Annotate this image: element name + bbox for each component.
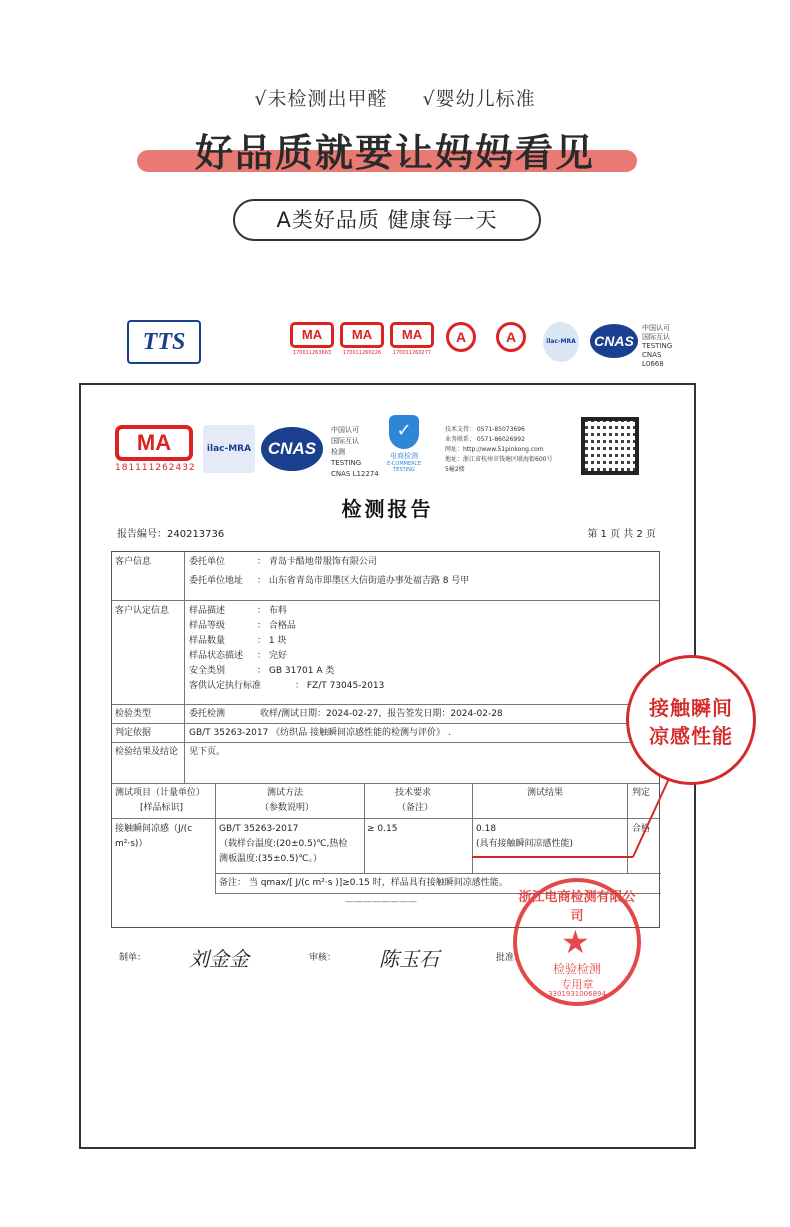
sample-qty-value: ： 1 块 xyxy=(257,636,287,646)
entrust-address-value: ： 山东省青岛市即墨区大信街道办事处福吉路 8 号甲 xyxy=(257,576,470,586)
cnas-logo: CNAS xyxy=(590,324,638,358)
reviewer-signature: 陈玉石 xyxy=(379,947,439,971)
report-ilac-logo: ilac-MRA xyxy=(203,425,255,473)
col-result-header: 测试结果 xyxy=(527,788,564,798)
report-cma-logo: MA 181111262432 xyxy=(115,425,193,473)
table-end-divider: ———————— xyxy=(345,897,417,907)
col-item-subheader: [样品标识] xyxy=(140,803,184,813)
check-formaldehyde: √未检测出甲醛 xyxy=(254,88,388,110)
client-confirm-label: 客户认定信息 xyxy=(115,606,170,616)
row-method-param2: 测板温度:(35±0.5)℃。） xyxy=(219,854,322,864)
col-requirement-header: 技术要求 xyxy=(395,788,432,798)
row-method-param1: （载样台温度:(20±0.5)℃,热检 xyxy=(219,839,348,849)
sample-desc-value: ： 布料 xyxy=(257,606,287,616)
company-seal: 浙江电商检测有限公司 ★ 检验检测 专用章 3301931006894 xyxy=(513,878,641,1006)
report-cnas-logo: CNAS xyxy=(261,427,323,471)
cooling-callout: 接触瞬间 凉感性能 xyxy=(626,655,756,785)
sample-qty-label: 样品数量 xyxy=(189,636,226,646)
row-judgement: 合格 xyxy=(632,824,651,834)
conclusion-value: 见下页。 xyxy=(189,747,226,757)
page-indicator: 第 1 页 共 2 页 xyxy=(587,529,656,540)
judge-basis-value: GB/T 35263-2017 《纺织品 接触瞬间凉感性能的检测与评价》 . xyxy=(189,728,451,738)
col-judgement-header: 判定 xyxy=(632,788,651,798)
report-title: 检测报告 xyxy=(341,497,434,521)
standard-label: 客供认定执行标准 xyxy=(189,681,262,691)
sample-state-value: ： 完好 xyxy=(257,651,287,661)
col-requirement-subheader: （备注） xyxy=(397,803,434,813)
test-type-label: 检验类型 xyxy=(115,709,152,719)
shield-check-icon: ✓ xyxy=(389,415,419,449)
cnas-caption: 中国认可 国际互认 TESTING CNAS L0668 xyxy=(642,324,673,368)
col-method-subheader: （参数说明） xyxy=(260,803,315,813)
row-method: GB/T 35263-2017 xyxy=(219,824,299,834)
row-item: 接触瞬间凉感（J/(c xyxy=(115,824,193,834)
maker-signature: 刘金金 xyxy=(189,947,249,971)
entrust-unit-label: 委托单位 xyxy=(189,557,226,567)
sample-grade-label: 样品等级 xyxy=(189,621,226,631)
slogan-pill: A类好品质 健康每一天 xyxy=(233,199,541,241)
tts-logo: TTS xyxy=(127,320,201,364)
cma-logo: MA 170011260226 xyxy=(340,322,384,362)
row-item-unit: m²·s)） xyxy=(115,839,148,849)
safety-class-value: ： GB 31701 A 类 xyxy=(257,666,335,676)
cma-logo: MA 170011263663 xyxy=(290,322,334,362)
ecommerce-testing-logo: ✓ 电商检测 E-COMMERCE TESTING xyxy=(376,415,432,473)
table-note: 备注： 当 qmax/[ J/(c m²·s )]≥0.15 时，样品具有接触瞬间凉感性能。 xyxy=(219,878,508,888)
sample-desc-label: 样品描述 xyxy=(189,606,226,616)
test-type-value: 委托检测 xyxy=(189,709,226,719)
sample-grade-value: ： 合格品 xyxy=(257,621,296,631)
check-infant-standard: √婴幼儿标准 xyxy=(422,88,536,110)
cal-logo: A xyxy=(442,322,480,362)
col-method-header: 测试方法 xyxy=(267,788,304,798)
lab-contact-info: 技术支持： 0571-85073696 业务联系： 0571-86026992 网址：http://www.51pinkong.com 地址：浙江省杭州市钱塘区联海街600号 5幢2楼 xyxy=(445,426,553,473)
test-dates: 收样/测试日期：2024-02-27，报告签发日期：2024-02-28 xyxy=(260,709,503,719)
standard-value: ： FZ/T 73045-2013 xyxy=(295,681,385,691)
star-icon: ★ xyxy=(561,923,590,961)
entrust-address-label: 委托单位地址 xyxy=(189,576,244,586)
col-item-header: 测试项目（计量单位） xyxy=(115,788,206,798)
row-result-note: (具有接触瞬间凉感性能) xyxy=(476,839,574,849)
cal-logo: A xyxy=(492,322,530,362)
client-info-label: 客户信息 xyxy=(115,557,152,567)
row-result: 0.18 xyxy=(476,824,497,834)
headline-text: 好品质就要让妈妈看见 xyxy=(194,131,595,175)
row-requirement: ≥ 0.15 xyxy=(367,824,398,834)
ilac-mra-logo: ilac-MRA xyxy=(543,322,579,362)
judge-basis-label: 判定依据 xyxy=(115,728,152,738)
cma-logo: MA 170011260277 xyxy=(390,322,434,362)
entrust-unit-value: ： 青岛卡酷地带服饰有限公司 xyxy=(257,557,377,567)
safety-class-label: 安全类别 xyxy=(189,666,226,676)
conclusion-label: 检验结果及结论 xyxy=(115,747,179,757)
approver-label: 批准： xyxy=(496,953,524,963)
maker-label: 制单： xyxy=(119,953,147,963)
report-cnas-caption: 中国认可 国际互认 检测 TESTING CNAS L12274 xyxy=(331,426,379,478)
report-number: 报告编号：240213736 xyxy=(117,529,225,540)
reviewer-label: 审核： xyxy=(309,953,337,963)
sample-state-label: 样品状态描述 xyxy=(189,651,244,661)
